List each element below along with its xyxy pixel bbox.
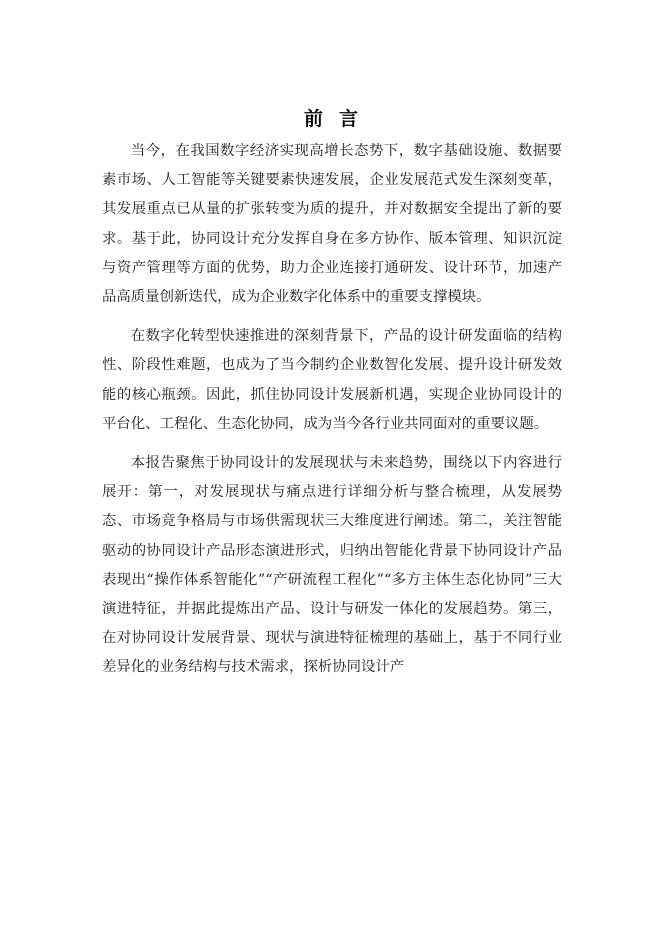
document-body [102,137,562,693]
paragraph-2: 在数字化转型快速推进的深刻背景下，产品的设计研发面临的结构性、阶段性难题，也成为了当今制约企业数智化发展、提升设计研发效能的核心瓶颈。因此，抓住协同设计发展新机遇，实现企业协同设计的平台化、工程化、生态化协同，成为当今各行业共同面对的重要议题。 [102,328,562,432]
paragraph-1: 当今，在我国数字经济实现高增长态势下，数字基础设施、数据要素市场、人工智能等关键要素快速发展，企业发展范式发生深刻变革，其发展重点已从量的扩张转变为质的提升，并对数据安全提出了新的要求。基于此，协同设计充分发挥自身在多方协作、版本管理、知识沉淀与资产管理等方面的优势，助力企业连接打通研发、设计环节，加速产品高质量创新迭代，成为企业数字化体系中的重要支撑模块。 [102,143,562,306]
paragraph-3: 本报告聚焦于协同设计的发展现状与未来趋势，围绕以下内容进行展开：第一，对发展现状与痛点进行详细分析与整合梳理，从发展势态、市场竞争格局与市场供需现状三大维度进行阐述。第二，关注智能驱动的协同设计产品形态演进形式，归纳出智能化背景下协同设计产品表现出“操作体系智能化”“产研流程工程化”“多方主体生态化协同”三大演进特征，并据此提炼出产品、设计与研发一体化的发展趋势。第三，在对协同设计发展背景、现状与演进特征梳理的基础上，基于不同行业差异化的业务结构与技术需求，探析协同设计产 [102,455,562,676]
page-title: 前言 [303,108,374,130]
